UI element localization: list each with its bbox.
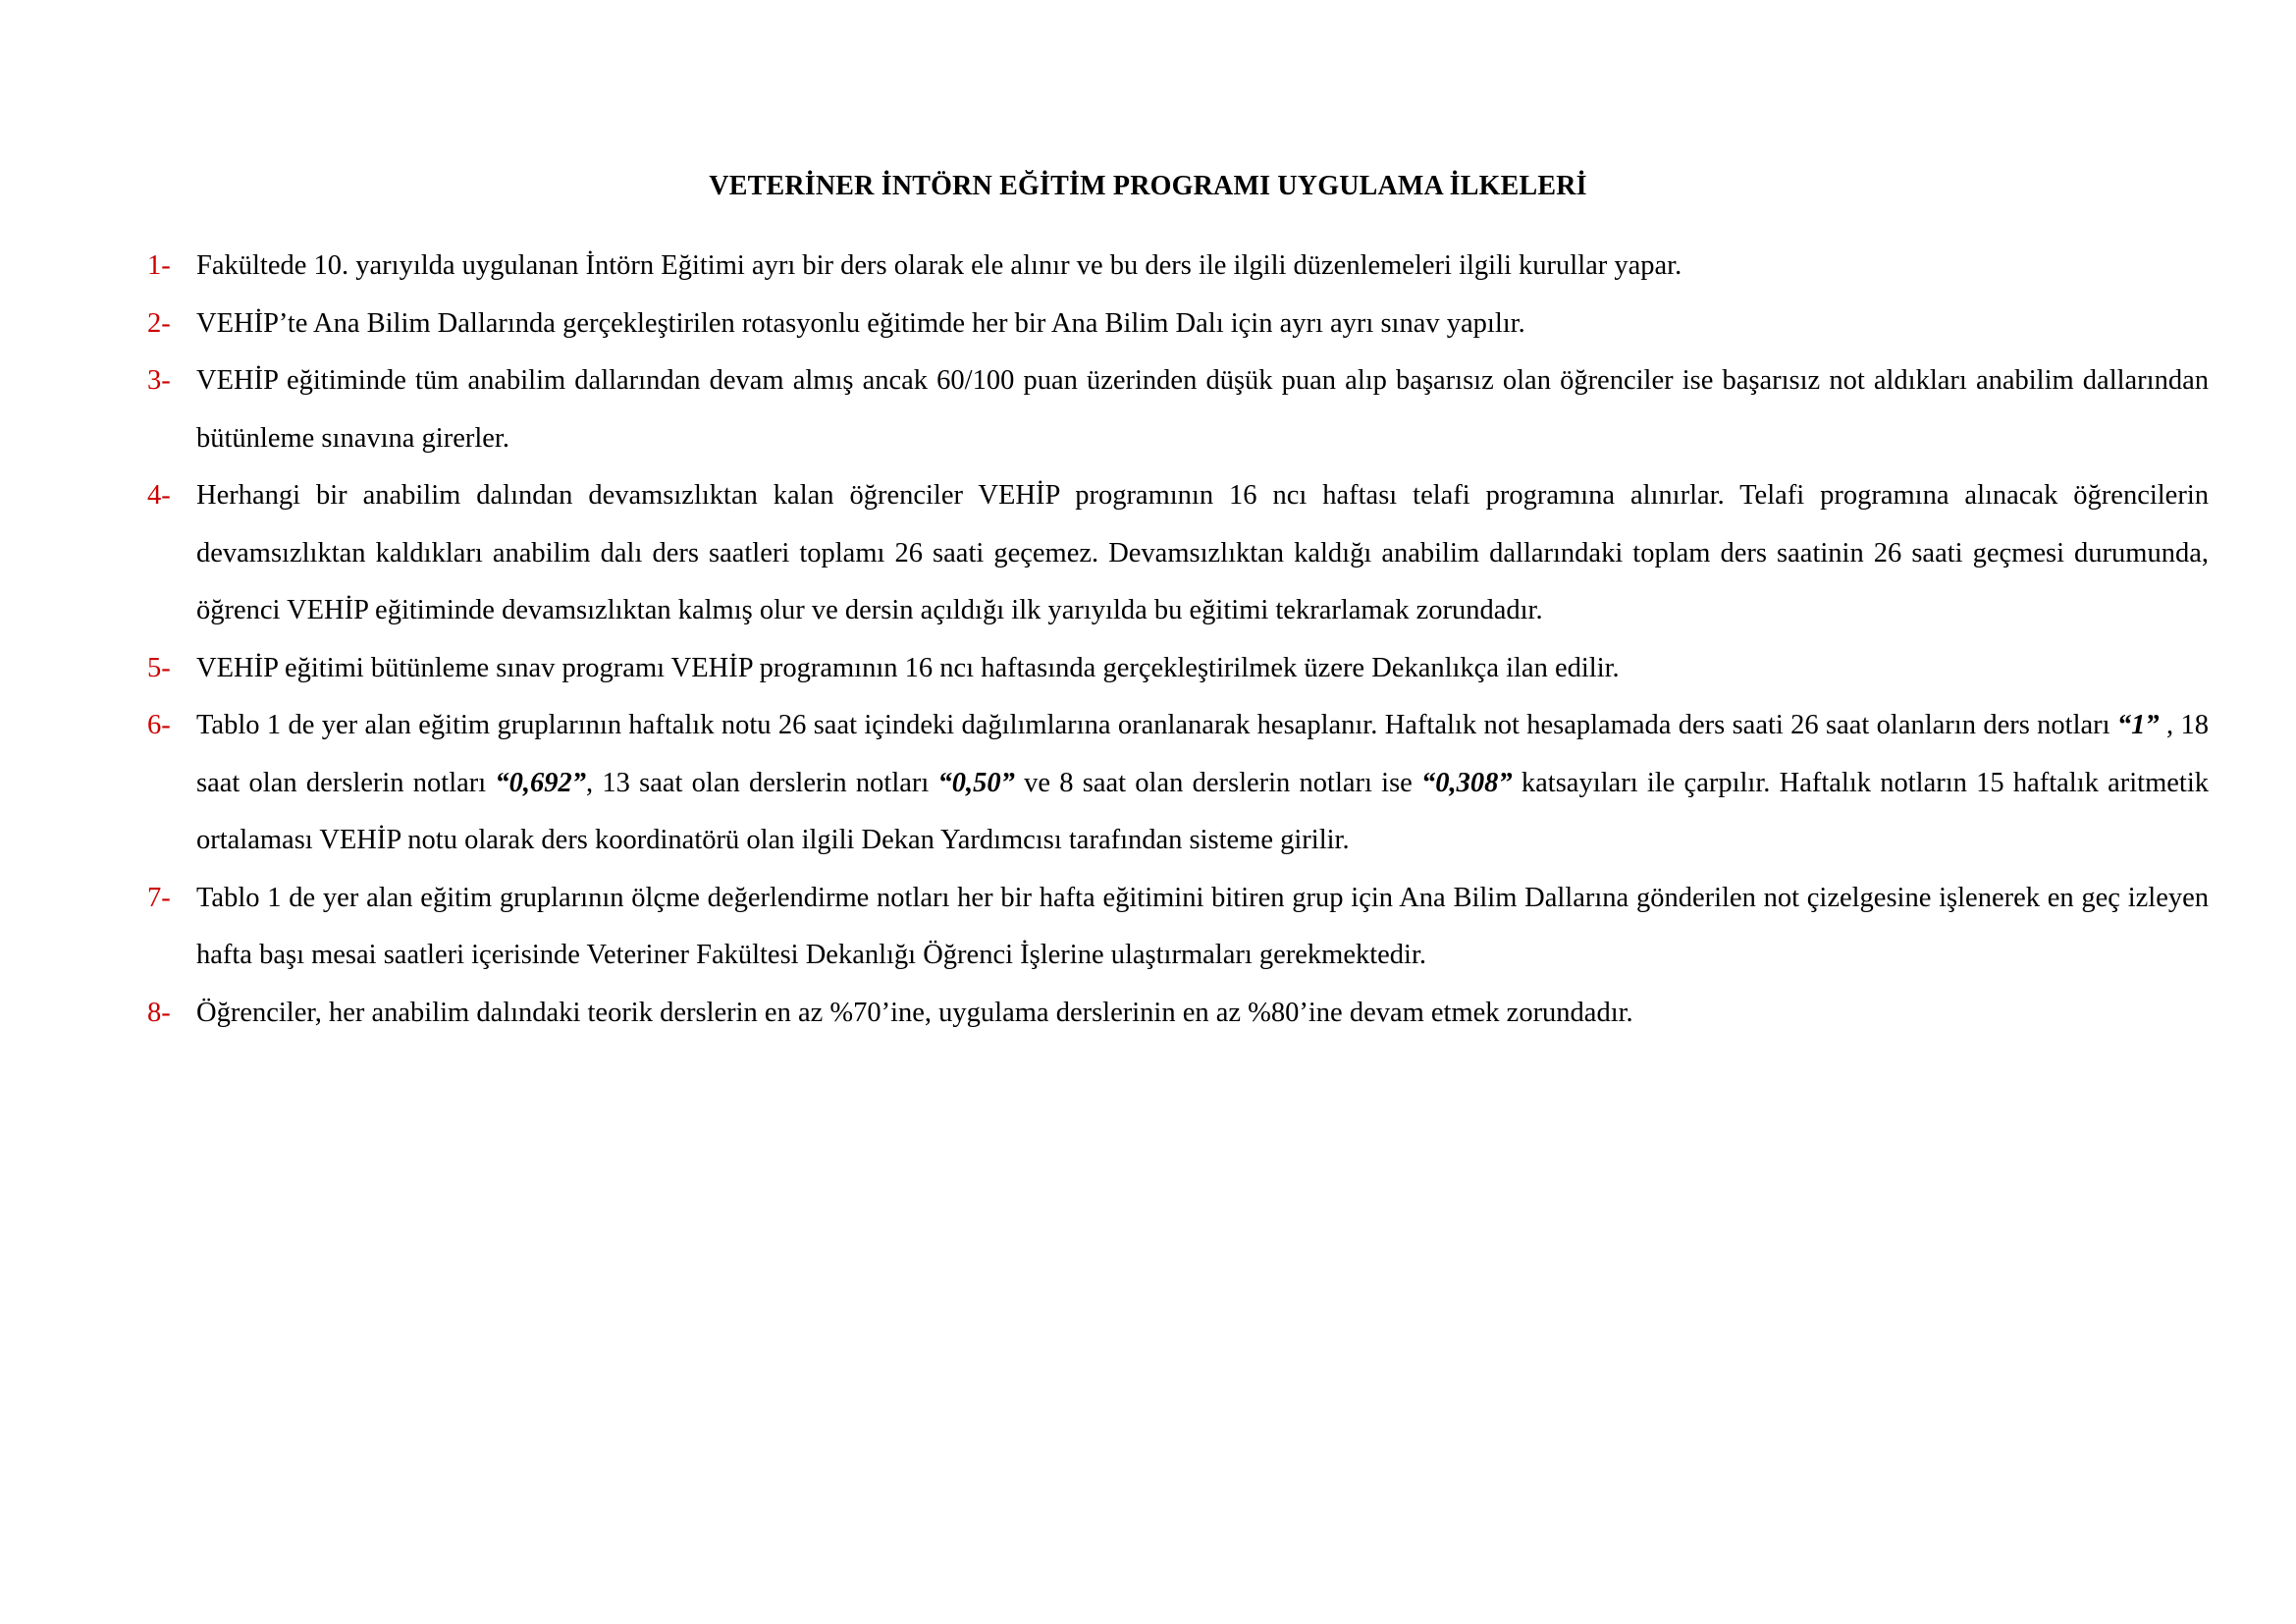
- rule-text: Fakültede 10. yarıyılda uygulanan İntörn Eğitimi ayrı bir ders olarak ele alınır ve bu ders ile ilgili düzenlemeleri ilgili kurullar yapar.: [196, 250, 1682, 281]
- coefficient-value: “0,692”: [495, 767, 587, 798]
- rule-3: [147, 352, 2209, 467]
- rule-text-part: katsayıları ile çarpılır. Haftalık notların 15 haftalık aritmetik ortalaması VEHİP notu olarak ders koordinatörü olan ilgili Dekan Yardımcısı tarafından sisteme girilir.: [196, 767, 2209, 855]
- rule-text: [196, 697, 2209, 870]
- page-title: VETERİNER İNTÖRN EĞİTİM PROGRAMI UYGULAMA İLKELERİ: [709, 171, 1587, 201]
- rule-number: 5-: [147, 652, 171, 683]
- rule-text: VEHİP eğitimi bütünleme sınav programı VEHİP programının 16 ncı haftasında gerçekleştirilmek üzere Dekanlıkça ilan edilir.: [196, 652, 1620, 683]
- rule-4: [147, 467, 2209, 640]
- rule-number: 2-: [147, 307, 171, 339]
- rule-8: [147, 985, 2209, 1043]
- rule-number: 1-: [147, 250, 171, 281]
- rule-text-part: , 18 saat olan derslerin notları: [196, 710, 2210, 798]
- rule-text: VEHİP’te Ana Bilim Dallarında gerçekleştirilen rotasyonlu eğitimde her bir Ana Bilim Dalı için ayrı ayrı sınav yapılır.: [196, 307, 1525, 339]
- coefficient-value: “1”: [2116, 710, 2160, 740]
- rule-text-part: ve 8 saat olan derslerin notları ise: [1014, 767, 1422, 798]
- coefficient-value: “0,308”: [1421, 767, 1513, 798]
- rule-2: [147, 296, 2209, 353]
- rule-text: VEHİP eğitiminde tüm anabilim dallarından devam almış ancak 60/100 puan üzerinden düşük puan alıp başarısız olan öğrenciler ise başarısız not aldıkları anabilim dallarından bütünleme sınavına girerler.: [196, 365, 2209, 454]
- rule-text: Herhangi bir anabilim dalından devamsızlıktan kalan öğrenciler VEHİP programının 16 ncı haftası telafi programına alınırlar. Telafi programına alınacak öğrencilerin devamsızlıktan kaldıkları anabilim dalı ders saatleri toplamı 26 saati geçemez. Devamsızlıktan kaldığı anabilim dallarındaki toplam ders saatinin 26 saati geçmesi durumunda, öğrenci VEHİP eğitiminde devamsızlıktan kalmış olur ve dersin açıldığı ilk yarıyılda bu eğitimi tekrarlamak zorundadır.: [196, 480, 2209, 625]
- rule-6: [147, 697, 2209, 870]
- rule-number: 6-: [147, 710, 171, 740]
- rule-number: 3-: [147, 365, 171, 396]
- rule-number: 7-: [147, 882, 171, 913]
- rule-text: Öğrenciler, her anabilim dalındaki teorik derslerin en az %70’ine, uygulama derslerinin en az %80’ine devam etmek zorundadır.: [196, 997, 1633, 1028]
- rule-text-part: , 13 saat olan derslerin notları: [586, 767, 938, 798]
- rule-number: 8-: [147, 997, 171, 1028]
- coefficient-value: “0,50”: [937, 767, 1015, 798]
- rule-text-part: Tablo 1 de yer alan eğitim gruplarının haftalık notu 26 saat içindeki dağılımlarına oranlanarak hesaplanır. Haftalık not hesaplamada ders saati 26 saat olanların ders notları: [196, 710, 2117, 740]
- rule-5: [147, 640, 2209, 698]
- rule-number: 4-: [147, 480, 171, 511]
- rule-1: [147, 238, 2209, 296]
- rule-7: [147, 870, 2209, 985]
- rule-text: Tablo 1 de yer alan eğitim gruplarının ölçme değerlendirme notları her bir hafta eğitimini bitiren grup için Ana Bilim Dallarına gönderilen not çizelgesine işlenerek en geç izleyen hafta başı mesai saatleri içerisinde Veteriner Fakültesi Dekanlığı Öğrenci İşlerine ulaştırmaları gerekmektedir.: [196, 882, 2209, 970]
- rules-list: [147, 238, 2209, 1042]
